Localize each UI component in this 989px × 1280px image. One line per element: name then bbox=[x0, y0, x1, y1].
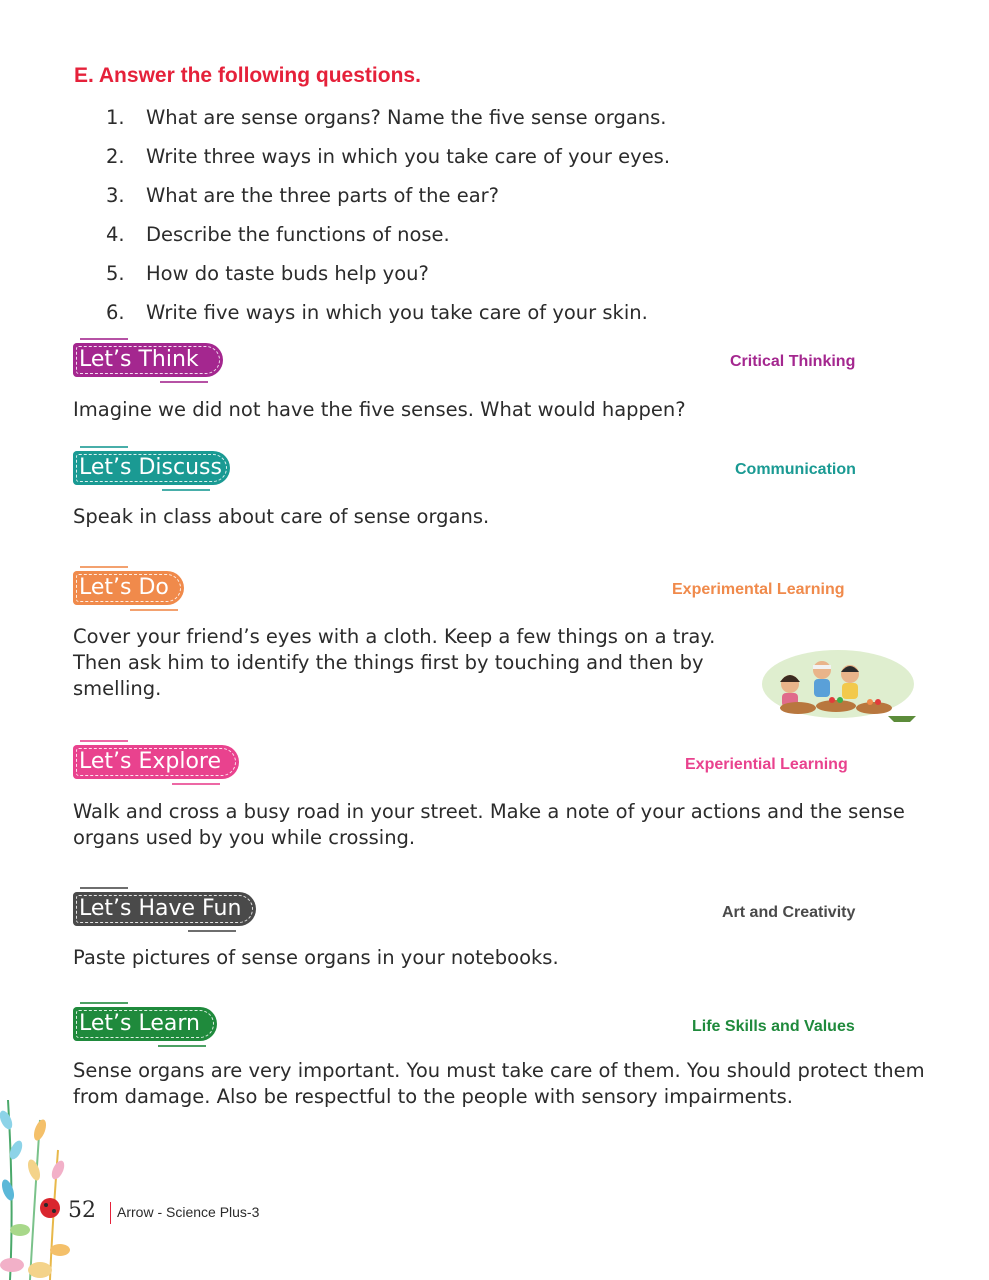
question-number: 6. bbox=[106, 301, 125, 324]
banner-accent-line bbox=[130, 609, 178, 611]
lets-do-banner bbox=[73, 571, 184, 605]
banner-accent-line bbox=[80, 887, 128, 889]
banner-accent-line bbox=[188, 930, 236, 932]
experiential-learning-label: Experiential Learning bbox=[685, 756, 848, 773]
question-item bbox=[106, 299, 670, 338]
question-number: 5. bbox=[106, 262, 125, 285]
communication-label: Communication bbox=[735, 461, 856, 478]
lets-have-fun-banner bbox=[73, 892, 256, 926]
experimental-learning-label: Experimental Learning bbox=[672, 581, 845, 598]
book-title: Arrow - Science Plus-3 bbox=[117, 1204, 260, 1220]
question-text: Write five ways in which you take care of your skin. bbox=[146, 301, 648, 324]
banner-accent-line bbox=[162, 489, 210, 491]
lets-discuss-banner bbox=[73, 451, 230, 485]
lets-learn-title: Let’s Learn bbox=[79, 1011, 200, 1036]
question-text: What are sense organs? Name the five sense organs. bbox=[146, 106, 667, 129]
question-item bbox=[106, 221, 670, 260]
question-list bbox=[106, 104, 670, 338]
children-tray-illustration bbox=[758, 640, 918, 724]
lets-do-title: Let’s Do bbox=[79, 575, 169, 600]
lets-discuss-title: Let’s Discuss bbox=[79, 455, 222, 480]
question-text: What are the three parts of the ear? bbox=[146, 184, 500, 207]
section-e-heading: E. Answer the following questions. bbox=[74, 64, 421, 87]
question-text: How do taste buds help you? bbox=[146, 262, 429, 285]
lets-learn-banner bbox=[73, 1007, 217, 1041]
lets-discuss-text: Speak in class about care of sense organs. bbox=[73, 505, 490, 528]
question-text: Describe the functions of nose. bbox=[146, 223, 450, 246]
banner-accent-line bbox=[80, 1002, 128, 1004]
page-number: 52 bbox=[68, 1198, 96, 1223]
art-and-creativity-label: Art and Creativity bbox=[722, 904, 856, 921]
banner-accent-line bbox=[80, 740, 128, 742]
question-text: Write three ways in which you take care of your eyes. bbox=[146, 145, 671, 168]
banner-accent-line bbox=[160, 381, 208, 383]
lets-explore-banner bbox=[73, 745, 239, 779]
question-item bbox=[106, 143, 670, 182]
banner-accent-line bbox=[172, 783, 220, 785]
question-number: 4. bbox=[106, 223, 125, 246]
lets-have-fun-title: Let’s Have Fun bbox=[79, 896, 242, 921]
lets-explore-text: Walk and cross a busy road in your street. Make a note of your actions and the sense organs used by you while crossing. bbox=[73, 800, 905, 849]
question-item bbox=[106, 182, 670, 221]
lets-think-banner bbox=[73, 343, 223, 377]
lets-think-text: Imagine we did not have the five senses. What would happen? bbox=[73, 398, 686, 421]
question-item bbox=[106, 260, 670, 299]
life-skills-and-values-label: Life Skills and Values bbox=[692, 1018, 855, 1035]
lets-do-text: Cover your friend’s eyes with a cloth. Keep a few things on a tray. Then ask him to identify the things first by touching and then by smelling. bbox=[73, 625, 716, 700]
banner-accent-line bbox=[80, 338, 128, 340]
lets-think-title: Let’s Think bbox=[79, 347, 199, 372]
critical-thinking-label: Critical Thinking bbox=[730, 353, 856, 370]
question-item bbox=[106, 104, 670, 143]
lets-have-fun-text: Paste pictures of sense organs in your notebooks. bbox=[73, 946, 559, 969]
question-number: 3. bbox=[106, 184, 125, 207]
question-number: 1. bbox=[106, 106, 125, 129]
question-number: 2. bbox=[106, 145, 125, 168]
lets-explore-title: Let’s Explore bbox=[79, 749, 222, 774]
floral-corner-decoration bbox=[0, 1080, 72, 1280]
footer-divider bbox=[110, 1202, 111, 1224]
banner-accent-line bbox=[158, 1045, 206, 1047]
lets-learn-text: Sense organs are very important. You must take care of them. You should protect them from damage. Also be respectful to the people with sensory impairments. bbox=[73, 1059, 925, 1108]
banner-accent-line bbox=[80, 446, 128, 448]
banner-accent-line bbox=[80, 566, 128, 568]
